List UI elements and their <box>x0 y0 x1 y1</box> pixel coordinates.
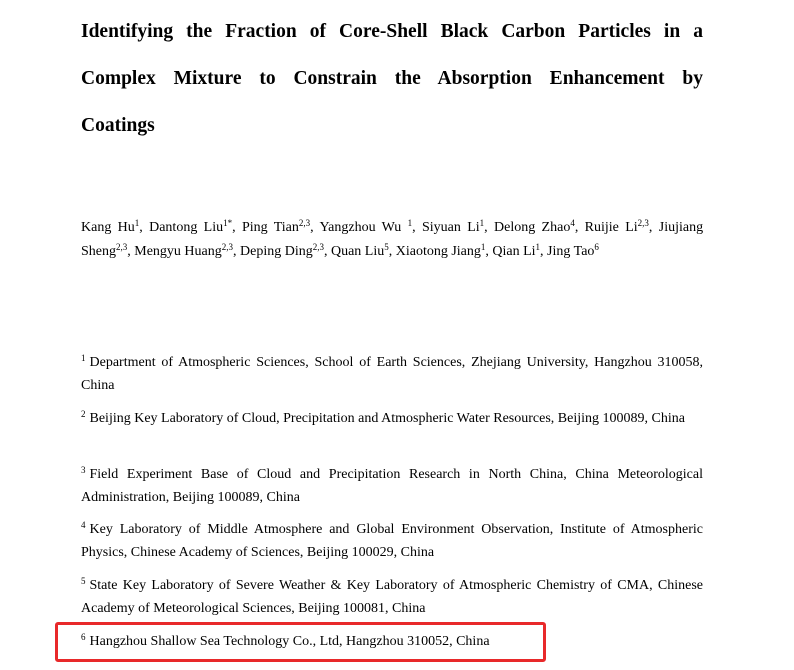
author: Deping Ding$^{2,3}$ <box>240 242 324 259</box>
highlight-box <box>55 622 546 662</box>
affiliation: $^4$ Key Laboratory of Middle Atmosphere and Global Environment Observation, Institute of Atmospheric Physics, Chinese Academy of Sciences, Beijing 100029, China <box>81 520 703 560</box>
author: Ping Tian$^{2,3}$ <box>241 218 311 235</box>
title-line: Complex Mixture to Constrain the Absorption Enhancement by <box>81 68 703 89</box>
author: Siyuan Li$^1$ <box>422 218 485 235</box>
author: Yangzhou Wu $^1$ <box>319 218 413 235</box>
title-line: Coatings <box>81 115 155 136</box>
author: Dantong Liu$^{1*}$ <box>149 218 233 235</box>
affiliation: $^2$ Beijing Key Laboratory of Cloud, Precipitation and Atmospheric Water Resources, Beijing 100089, China <box>81 409 685 426</box>
author: Jing Tao$^6$ <box>547 242 599 259</box>
author-list: Kang Hu$^1$, Dantong Liu$^{1*}$, Ping Tian$^{2,3}$, Yangzhou Wu $^1$, Siyuan Li$^1$, Delong Zhao$^4$, Ruijie Li$^{2,3}$, Jiujiang Sheng$^{2,3}$, Mengyu Huang$^{2,3}$, Deping Ding$^{2,3}$, Quan Liu$^5$, Xiaotong Jiang$^1$, Qian Li$^1$, Jing Tao$^6$ <box>81 218 704 259</box>
affiliation-highlighted: $^6$ Hangzhou Shallow Sea Technology Co., Ltd, Hangzhou 310052, China <box>81 632 490 649</box>
author: Mengyu Huang$^{2,3}$ <box>134 242 233 259</box>
author: Jiujiang Sheng$^{2,3}$ <box>81 220 704 259</box>
author: Ruijie Li$^{2,3}$ <box>584 218 649 235</box>
author: Qian Li$^1$ <box>492 242 541 259</box>
author: Xiaotong Jiang$^1$ <box>395 242 486 259</box>
author: Kang Hu$^1$ <box>81 218 140 235</box>
title-line: Identifying the Fraction of Core-Shell Black Carbon Particles in a <box>81 21 703 42</box>
affiliation: $^5$ State Key Laboratory of Severe Weather & Key Laboratory of Atmospheric Chemistry of CMA, Chinese Academy of Meteorological Sciences, Beijing 100081, China <box>81 576 703 616</box>
author: Quan Liu$^5$ <box>330 242 389 259</box>
paper-title <box>81 8 703 149</box>
author: Delong Zhao$^4$ <box>494 218 575 235</box>
affiliation: $^1$ Department of Atmospheric Sciences, School of Earth Sciences, Zhejiang University, Hangzhou 310058, China <box>81 353 703 393</box>
affiliation: $^3$ Field Experiment Base of Cloud and Precipitation Research in North China, China Meteorological Administration, Beijing 100089, China <box>81 465 703 505</box>
